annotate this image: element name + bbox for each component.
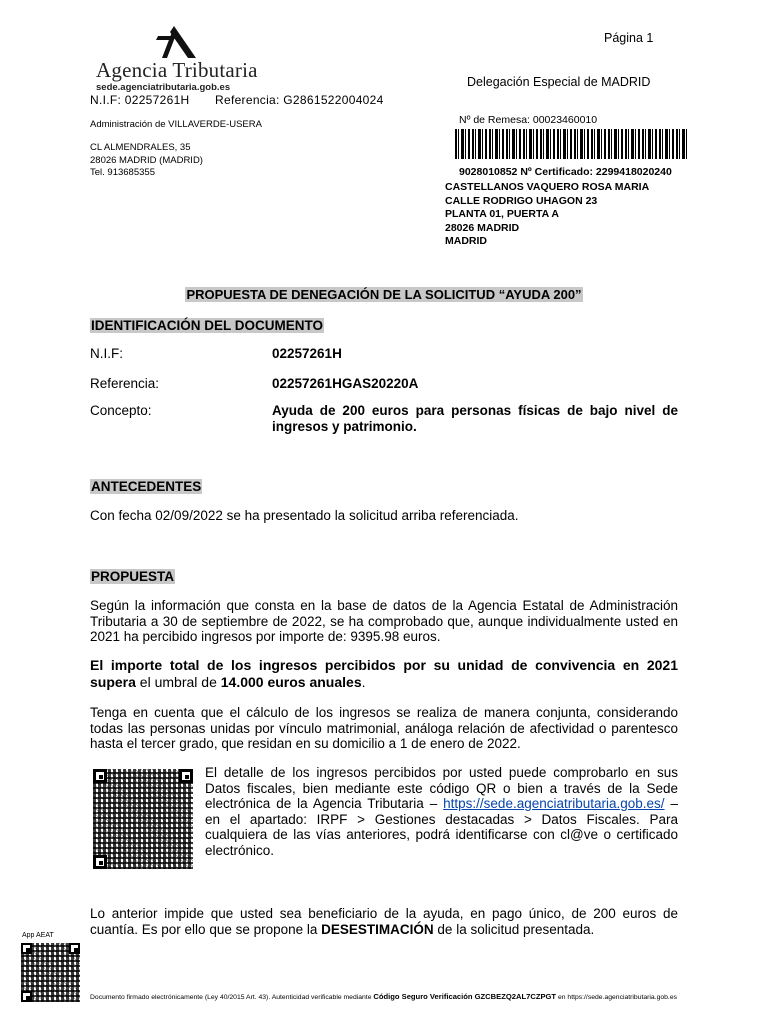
nif-label: N.I.F: xyxy=(90,346,123,361)
app-qr-finder-top-left xyxy=(21,943,32,954)
qr-finder-bottom-left xyxy=(93,855,107,869)
importe-total-statement: El importe total de los ingresos percibidos por su unidad de convivencia en 2021 supera xyxy=(90,657,678,690)
office-address-line2: 28026 MADRID (MADRID) xyxy=(90,155,203,166)
app-qr-finder-bottom-left xyxy=(21,991,32,1002)
qr-text-before: El detalle de los ingresos percibidos por usted puede comprobarlo en sus Datos fiscales, bien mediante este código QR o bien a través de la Sede electrónica de la Agencia Tributaria – xyxy=(205,765,678,811)
qr-finder-top-left xyxy=(93,769,107,783)
identificacion-heading-text: IDENTIFICACIÓN DEL DOCUMENTO xyxy=(91,318,324,333)
app-aeat-qr-code[interactable] xyxy=(21,943,80,1002)
administracion-label: Administración de VILLAVERDE-USERA xyxy=(90,119,262,130)
qr-instructions xyxy=(205,765,678,858)
desestimacion-word: DESESTIMACIÓN xyxy=(321,921,434,937)
nif-header: N.I.F: 02257261H xyxy=(90,93,190,107)
qr-finder-top-right xyxy=(179,769,193,783)
firma-electronica-footer xyxy=(90,992,750,1001)
nif-value: 02257261H xyxy=(272,346,342,361)
logo-name: Agencia Tributaria xyxy=(96,58,258,82)
propuesta-paragraph-2 xyxy=(90,657,678,691)
umbral-text: el umbral de xyxy=(135,674,221,690)
antecedentes-heading xyxy=(90,478,202,496)
document-title xyxy=(90,286,678,304)
propuesta-heading xyxy=(90,568,175,586)
antecedentes-heading-text: ANTECEDENTES xyxy=(91,479,202,494)
codigo-seguro-verificacion: Código Seguro Verificación GZCBEZQ2AL7CZPGT xyxy=(373,992,557,1001)
logo-url: sede.agenciatributaria.gob.es xyxy=(96,82,231,93)
sede-link[interactable]: https://sede.agenciatributaria.gob.es/ xyxy=(443,796,665,811)
certificado-number: 9028010852 Nº Certificado: 2299418020240 xyxy=(459,166,672,178)
recipient-street: CALLE RODRIGO UHAGON 23 xyxy=(445,194,598,207)
propuesta-paragraph-3: Tenga en cuenta que el cálculo de los ingresos se realiza de manera conjunta, considerando todas las personas unidas por vínculo matrimonial, análoga relación de afectividad o parentesco hasta el tercer grado, que residan en su domicilio a 1 de enero de 2022. xyxy=(90,705,678,751)
logo-mark-icon xyxy=(150,24,200,60)
concepto-value: Ayuda de 200 euros para personas físicas de bajo nivel de ingresos y patrimonio. xyxy=(272,403,678,434)
qr-text-after: – en el apartado: IRPF > Gestiones destacadas > Datos Fiscales. Para cualquiera de las vías anteriores, podrá identificarse con cl@ve o certificado electrónico. xyxy=(205,796,678,858)
antecedentes-text: Con fecha 02/09/2022 se ha presentado la solicitud arriba referenciada. xyxy=(90,508,519,523)
app-aeat-label: App AEAT xyxy=(22,932,54,939)
barcode xyxy=(455,129,687,159)
recipient-name: CASTELLANOS VAQUERO ROSA MARIA xyxy=(445,181,650,193)
office-address-line1: CL ALMENDRALES, 35 xyxy=(90,142,191,153)
referencia-label: Referencia: xyxy=(90,376,160,391)
referencia-value: 02257261HGAS20220A xyxy=(272,376,419,391)
recipient-city: MADRID xyxy=(445,235,487,248)
firma-text-start: Documento firmado electrónicamente (Ley 40/2015 Art. 43). Autenticidad verificable mediante xyxy=(90,994,374,1001)
identificacion-heading xyxy=(90,317,324,335)
paragraph-2-end: . xyxy=(361,674,366,690)
recipient-postcode: 28026 MADRID xyxy=(445,221,520,234)
propuesta-heading-text: PROPUESTA xyxy=(91,569,175,584)
referencia-header: Referencia: G2861522004024 xyxy=(215,93,384,107)
recipient-floor: PLANTA 01, PUERTA A xyxy=(445,208,559,221)
umbral-amount: 14.000 euros anuales xyxy=(220,674,362,690)
recipient-address xyxy=(445,181,649,249)
propuesta-paragraph-1: Según la información que consta en la base de datos de la Agencia Estatal de Administración Tributaria a 30 de septiembre de 2022, se ha comprobado que, aunque individualmente usted en 2021 ha percibido ingresos por importe de: 9395.98 euros. xyxy=(90,598,678,644)
paragraph-5-start: Lo anterior impide que usted sea beneficiario de la ayuda, en pago único, de 200 euros de cuantía. Es por ello que se propone la xyxy=(90,906,678,937)
agencia-tributaria-logo xyxy=(94,22,258,94)
firma-text-end: en https://sede.agenciatributaria.gob.es xyxy=(556,994,677,1001)
paragraph-5-end: de la solicitud presentada. xyxy=(433,921,595,937)
document-title-text: PROPUESTA DE DENEGACIÓN DE LA SOLICITUD “AYUDA 200” xyxy=(186,287,582,302)
office-phone: Tel. 913685355 xyxy=(90,167,155,178)
remesa-number: Nº de Remesa: 00023460010 xyxy=(459,114,598,126)
page-number: Página 1 xyxy=(604,31,654,45)
propuesta-paragraph-5 xyxy=(90,906,678,937)
app-qr-finder-top-right xyxy=(69,943,80,954)
datos-fiscales-qr-code[interactable] xyxy=(93,769,193,869)
delegacion-label: Delegación Especial de MADRID xyxy=(467,75,651,89)
concepto-label: Concepto: xyxy=(90,403,152,418)
